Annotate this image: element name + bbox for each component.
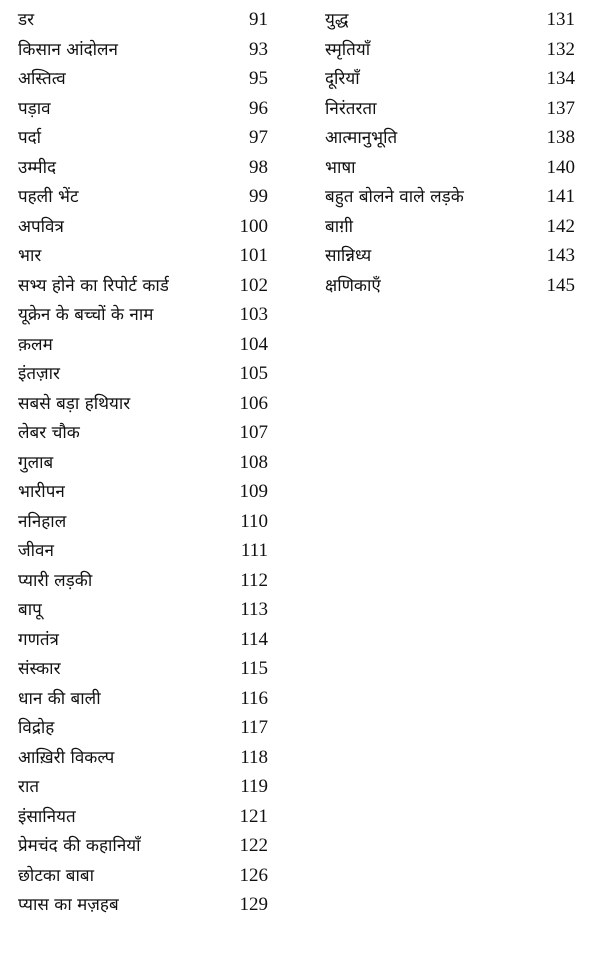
toc-entry-title: लेबर चौक [18, 423, 80, 443]
toc-entry [18, 595, 268, 625]
toc-entry-page-number: 113 [240, 599, 268, 620]
toc-entry-page-number: 114 [240, 628, 268, 650]
toc-left-column [18, 5, 268, 920]
toc-entry-title: अपवित्र [18, 216, 64, 237]
toc-entry [18, 418, 268, 448]
toc-entry-title: उम्मीद [18, 157, 56, 178]
toc-entry [18, 153, 268, 183]
toc-entry-title: छोटका बाबा [18, 865, 94, 886]
toc-entry [325, 123, 575, 153]
toc-entry [18, 5, 268, 35]
toc-entry [18, 212, 268, 242]
toc-entry-title: रात [18, 777, 40, 797]
toc-entry-page-number: 134 [546, 68, 575, 89]
toc-entry [325, 241, 575, 271]
toc-entry-title: आख़िरी विकल्प [18, 747, 115, 768]
toc-entry-page-number: 112 [240, 569, 268, 591]
toc-entry [18, 536, 268, 566]
toc-entry-page-number: 99 [249, 186, 268, 207]
toc-entry-page-number: 143 [546, 245, 575, 266]
toc-entry [18, 448, 268, 478]
toc-entry-title: संस्कार [18, 659, 61, 679]
toc-entry-page-number: 142 [546, 215, 575, 237]
toc-entry-page-number: 104 [239, 333, 268, 355]
toc-entry-title: स्मृतियाँ [325, 39, 371, 60]
toc-entry [18, 625, 268, 655]
toc-entry-title: युद्ध [325, 10, 349, 30]
toc-entry [18, 507, 268, 537]
toc-entry-title: बाग़ी [325, 216, 354, 237]
toc-entry-page-number: 131 [546, 9, 575, 30]
toc-entry [18, 94, 268, 124]
toc-entry-page-number: 121 [239, 805, 268, 827]
toc-entry-title: पड़ाव [18, 98, 51, 119]
toc-entry-title: किसान आंदोलन [18, 39, 118, 60]
toc-entry-page-number: 115 [240, 658, 268, 679]
toc-entry-page-number: 110 [240, 510, 268, 532]
toc-entry [325, 182, 575, 212]
toc-entry-page-number: 91 [249, 9, 268, 30]
toc-entry [325, 271, 575, 301]
toc-entry-title: भारीपन [18, 482, 65, 502]
toc-entry-page-number: 102 [239, 274, 268, 296]
toc-entry-title: क्षणिकाएँ [325, 275, 381, 296]
toc-entry-page-number: 108 [239, 451, 268, 473]
toc-entry-title: धान की बाली [18, 688, 101, 709]
toc-entry-title: बापू [18, 600, 42, 620]
toc-right-column [325, 5, 575, 300]
toc-entry-page-number: 116 [240, 687, 268, 709]
toc-entry-page-number: 129 [239, 894, 268, 915]
toc-entry-title: भाषा [325, 157, 356, 178]
toc-entry-page-number: 137 [546, 97, 575, 119]
toc-entry-title: दूरियाँ [325, 69, 360, 89]
toc-entry-page-number: 103 [239, 304, 268, 325]
toc-entry-title: इंतज़ार [18, 364, 61, 384]
toc-entry [18, 802, 268, 832]
toc-entry-title: बहुत बोलने वाले लड़के [325, 187, 464, 207]
toc-entry [18, 241, 268, 271]
toc-entry-page-number: 96 [249, 97, 268, 119]
toc-entry-page-number: 117 [240, 717, 268, 738]
toc-entry-page-number: 132 [546, 38, 575, 60]
toc-entry [18, 300, 268, 330]
toc-entry [18, 831, 268, 861]
toc-entry-page-number: 106 [239, 392, 268, 414]
toc-entry-title: पर्दा [18, 128, 42, 148]
toc-entry-page-number: 109 [239, 481, 268, 502]
toc-entry-title: गणतंत्र [18, 629, 59, 650]
toc-entry-page-number: 145 [546, 274, 575, 296]
toc-entry [18, 743, 268, 773]
toc-entry-title: प्यारी लड़की [18, 570, 93, 591]
toc-entry-title: ननिहाल [18, 511, 67, 532]
toc-entry [325, 212, 575, 242]
toc-entry-page-number: 105 [239, 363, 268, 384]
toc-entry-title: जीवन [18, 541, 54, 561]
toc-entry [325, 35, 575, 65]
toc-entry [18, 271, 268, 301]
toc-entry-title: पहली भेंट [18, 187, 79, 207]
toc-entry-page-number: 95 [249, 68, 268, 89]
toc-entry [325, 94, 575, 124]
toc-entry [18, 123, 268, 153]
toc-entry-page-number: 111 [240, 540, 268, 561]
toc-entry-title: भार [18, 246, 42, 266]
toc-entry-page-number: 107 [239, 422, 268, 443]
toc-entry [18, 330, 268, 360]
toc-entry-title: यूक्रेन के बच्चों के नाम [18, 305, 154, 325]
toc-entry-page-number: 100 [239, 215, 268, 237]
toc-entry [18, 566, 268, 596]
toc-entry [325, 64, 575, 94]
toc-entry-title: प्यास का मज़हब [18, 895, 119, 915]
toc-entry-title: गुलाब [18, 452, 54, 473]
toc-entry [325, 5, 575, 35]
toc-entry-title: क़लम [18, 334, 53, 355]
toc-entry [18, 35, 268, 65]
toc-entry-title: सान्निध्य [325, 246, 372, 266]
toc-entry-page-number: 140 [546, 156, 575, 178]
toc-entry [18, 64, 268, 94]
toc-entry-title: आत्मानुभूति [325, 128, 398, 148]
toc-entry-title: सबसे बड़ा हथियार [18, 393, 131, 414]
toc-entry [18, 477, 268, 507]
toc-entry [18, 182, 268, 212]
toc-entry [18, 654, 268, 684]
toc-entry-page-number: 93 [249, 38, 268, 60]
toc-entry-title: सभ्य होने का रिपोर्ट कार्ड [18, 275, 169, 296]
toc-entry-page-number: 119 [240, 776, 268, 797]
toc-entry-title: निरंतरता [325, 98, 377, 119]
toc-entry-page-number: 126 [239, 864, 268, 886]
toc-entry-title: इंसानियत [18, 806, 76, 827]
toc-entry-page-number: 141 [546, 186, 575, 207]
toc-entry [18, 861, 268, 891]
toc-entry-title: डर [18, 10, 35, 30]
toc-entry-title: अस्तित्व [18, 69, 66, 89]
toc-entry-title: प्रेमचंद की कहानियाँ [18, 836, 141, 856]
toc-entry [325, 153, 575, 183]
toc-entry-page-number: 118 [240, 746, 268, 768]
toc-entry [18, 359, 268, 389]
toc-entry-title: विद्रोह [18, 718, 55, 738]
toc-entry-page-number: 138 [546, 127, 575, 148]
toc-entry [18, 713, 268, 743]
toc-entry [18, 389, 268, 419]
toc-entry [18, 772, 268, 802]
toc-entry-page-number: 122 [239, 835, 268, 856]
toc-entry-page-number: 97 [249, 127, 268, 148]
toc-entry [18, 890, 268, 920]
toc-entry-page-number: 98 [249, 156, 268, 178]
toc-entry-page-number: 101 [239, 245, 268, 266]
toc-entry [18, 684, 268, 714]
